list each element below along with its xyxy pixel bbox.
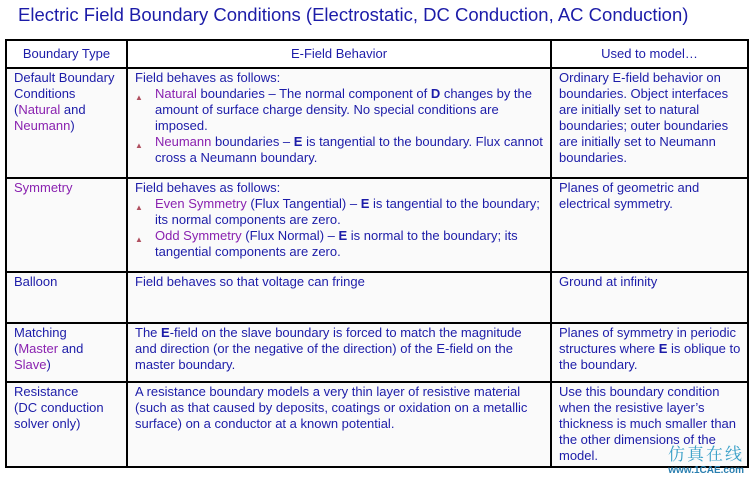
table-row-balloon — [6, 272, 748, 323]
cell-behavior — [127, 178, 551, 272]
type-paren-open: ( — [14, 102, 19, 117]
header-used-to-model: Used to model… — [551, 40, 748, 68]
cell-used-to-model: Planes of geometric and electrical symmetry. — [551, 178, 748, 272]
behavior-intro: Field behaves as follows: — [135, 70, 281, 85]
bullet-text-2: is normal to the boundary; its tangential components are zero. — [155, 228, 518, 259]
type-neumann: Neumann — [14, 118, 71, 133]
type-slave: Slave — [14, 357, 47, 372]
triangle-bullet-icon: ▲ — [135, 141, 143, 150]
header-efield-behavior: E-Field Behavior — [127, 40, 551, 68]
table-row-resistance — [6, 382, 748, 467]
bullet-text: boundaries – The normal component of — [196, 86, 431, 101]
behavior-text-2: -field on the slave boundary is forced to match the magnitude and direction (or the negative of the direction) of the E-field on the master boundary. — [135, 325, 522, 372]
table-row-matching — [6, 323, 748, 382]
bullet-bold: D — [430, 86, 441, 101]
type-natural: Natural — [18, 102, 61, 117]
bullet-term: Natural — [155, 86, 197, 101]
bullet-text: boundaries – — [211, 134, 294, 149]
behavior-bold: E — [161, 325, 170, 340]
type-and: and — [58, 341, 84, 356]
type-paren-open: ( — [14, 341, 19, 356]
bullet-bold: E — [338, 228, 348, 243]
bullet-term: Even Symmetry — [155, 196, 247, 211]
header-boundary-type: Boundary Type — [6, 40, 127, 68]
cell-boundary-type — [6, 178, 127, 272]
triangle-bullet-icon: ▲ — [135, 203, 143, 212]
model-text: Planes of symmetry in periodic structures where — [559, 325, 737, 356]
watermark-url: www.1CAE.com — [668, 465, 744, 476]
table-row-default — [6, 68, 748, 178]
cell-behavior: Field behaves so that voltage can fringe — [127, 272, 551, 323]
cell-behavior — [127, 68, 551, 178]
page-title: Electric Field Boundary Conditions (Electrostatic, DC Conduction, AC Conduction) — [18, 4, 689, 25]
bullet-text-2: is tangential to the boundary. Flux cannot cross a Neumann boundary. — [155, 134, 543, 165]
behavior-text: The — [135, 325, 162, 340]
bullet-text: (Flux Tangential) – — [246, 196, 361, 211]
type-and: and — [60, 102, 86, 117]
table-header-row — [6, 40, 748, 68]
cell-boundary-type — [6, 323, 127, 382]
type-note: (DC conduction solver only) — [14, 400, 104, 431]
bullet-term: Odd Symmetry — [155, 228, 242, 243]
bullet-natural — [135, 86, 545, 134]
watermark-cn: 仿真在线 — [668, 445, 744, 465]
bullet-text: (Flux Normal) – — [241, 228, 339, 243]
type-symmetry: Symmetry — [14, 180, 73, 195]
boundary-conditions-table — [5, 39, 749, 468]
cell-used-to-model: Use this boundary condition when the resistive layer’s thickness is much smaller than the other dimensions of the model. — [551, 382, 748, 467]
type-label: Default Boundary Conditions — [14, 70, 115, 101]
bullet-bold: E — [360, 196, 370, 211]
type-master: Master — [18, 341, 59, 356]
behavior-intro: Field behaves as follows: — [135, 180, 281, 195]
table-row-symmetry — [6, 178, 748, 272]
cell-boundary-type — [6, 382, 127, 467]
type-paren-close: ) — [70, 118, 75, 133]
bullet-text-2: changes by the amount of surface charge density. No special conditions are imposed. — [155, 86, 533, 133]
cell-used-to-model: Ground at infinity — [551, 272, 748, 323]
cell-boundary-type: Balloon — [6, 272, 127, 323]
bullet-odd-symmetry — [135, 228, 545, 260]
cell-behavior: A resistance boundary models a very thin layer of resistive material (such as that caused by deposits, coatings or oxidation on a metallic surface) on a conductor at a known potential. — [127, 382, 551, 467]
type-label: Resistance — [14, 384, 79, 399]
bullet-term: Neumann — [155, 134, 212, 149]
bullet-even-symmetry — [135, 196, 545, 228]
bullet-neumann — [135, 134, 545, 166]
cell-used-to-model: Ordinary E-field behavior on boundaries. Object interfaces are initially set to natural boundaries; outer boundaries are initially set to Neumann boundaries. — [551, 68, 748, 178]
cell-used-to-model — [551, 323, 748, 382]
model-bold: E — [658, 341, 668, 356]
type-label: Matching — [14, 325, 67, 340]
triangle-bullet-icon: ▲ — [135, 235, 143, 244]
type-paren-close: ) — [46, 357, 51, 372]
bullet-bold: E — [293, 134, 303, 149]
cell-behavior — [127, 323, 551, 382]
cell-boundary-type — [6, 68, 127, 178]
model-text-2: is oblique to the boundary. — [559, 341, 741, 372]
triangle-bullet-icon: ▲ — [135, 93, 143, 102]
bullet-text-2: is tangential to the boundary; its normal components are zero. — [155, 196, 540, 227]
